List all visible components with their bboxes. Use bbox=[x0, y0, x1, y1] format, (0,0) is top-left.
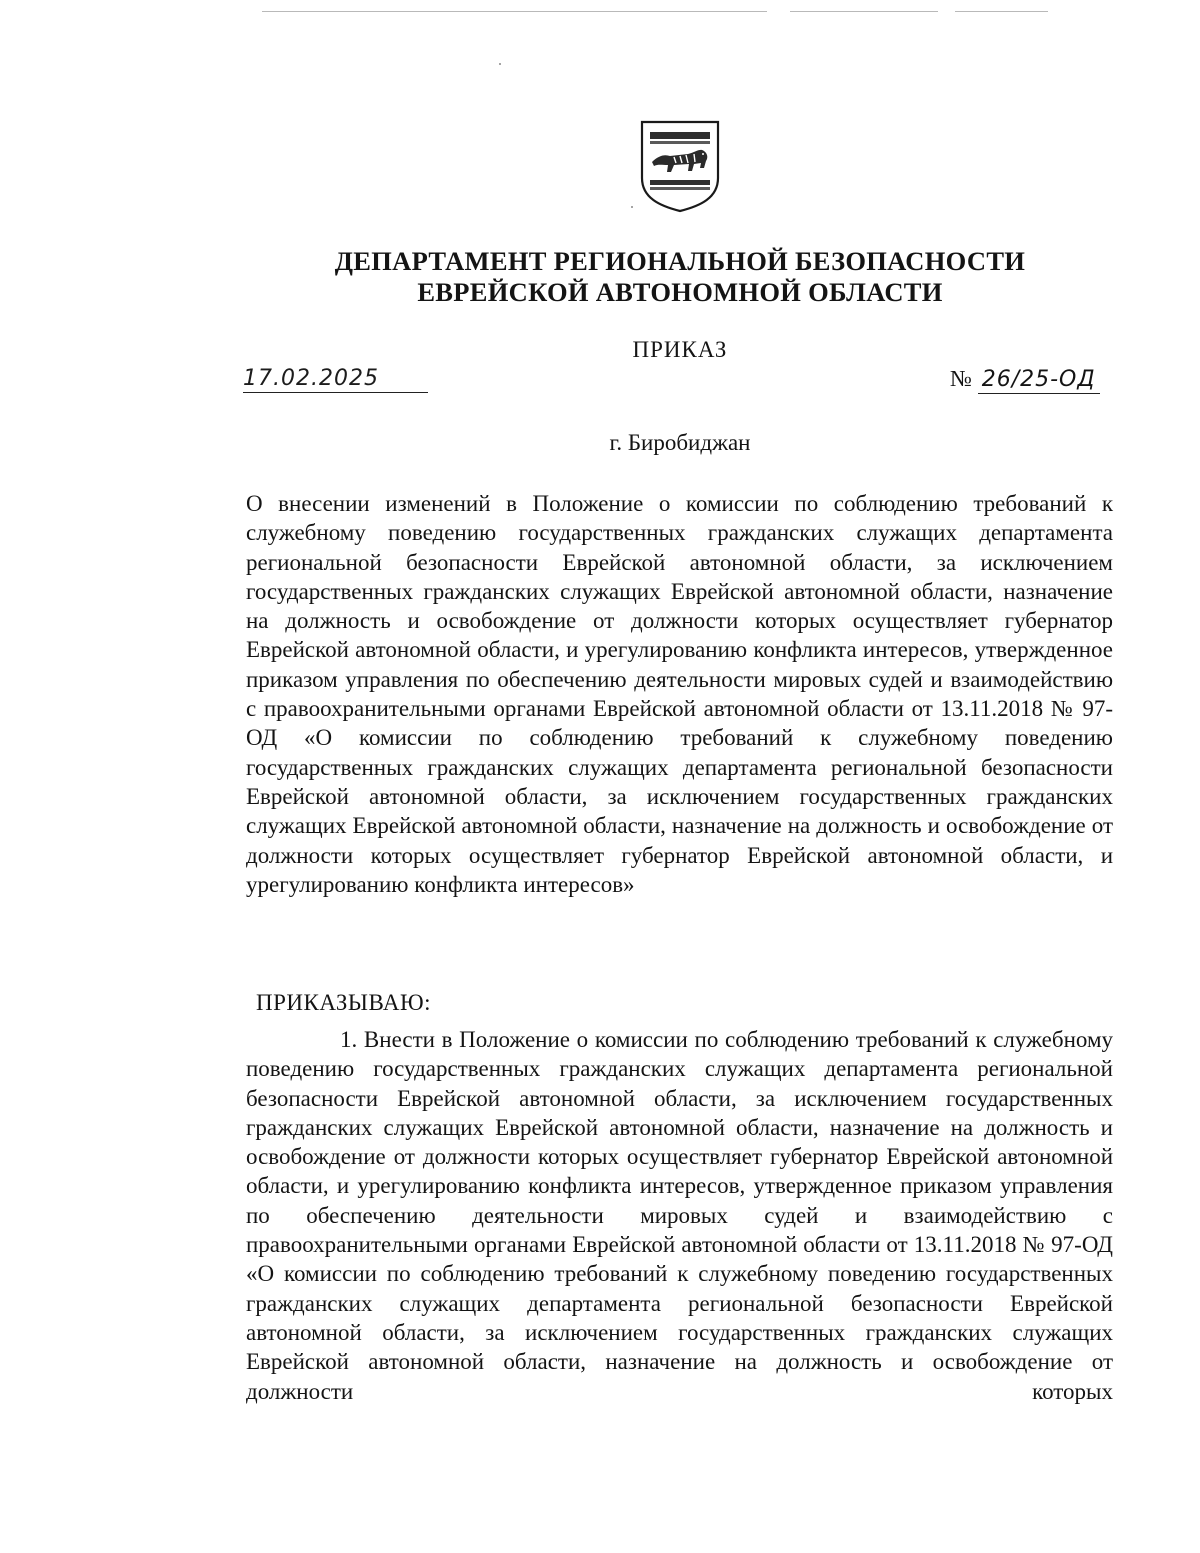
coat-of-arms-icon bbox=[638, 118, 722, 214]
order-number bbox=[950, 366, 1100, 394]
department-name-line1: ДЕПАРТАМЕНТ РЕГИОНАЛЬНОЙ БЕЗОПАСНОСТИ bbox=[334, 246, 1026, 276]
scan-artifact-line bbox=[262, 11, 767, 12]
city-line: г. Биробиджан bbox=[609, 430, 751, 455]
order-item-1: 1. Внести в Положение о комиссии по соблюдению требований к служебному поведению государственных гражданских служащих департамента региональной безопасности Еврейской автономной области, за исключением государственных гражданских служащих Еврейской автономной области, назначение на должность и освобождение от должности которых осуществляет губернатор Еврейской автономной области, и урегулированию конфликта интересов, утвержденное приказом управления по обеспечению деятельности мировых судей и взаимодействию с правоохранительными органами Еврейской автономной области от 13.11.2018 № 97-ОД «О комиссии по соблюдению требований к служебному поведению государственных гражданских служащих департамента региональной безопасности Еврейской автономной области, за исключением государственных гражданских служащих Еврейской автономной области, назначение на должность и освобождение от должности которых bbox=[246, 1027, 1113, 1404]
order-subject: О внесении изменений в Положение о комиссии по соблюдению требований к служебному поведению государственных гражданских служащих департамента региональной безопасности Еврейской автономной области, за исключением государственных гражданских служащих Еврейской автономной области, назначение на должность и освобождение от должности которых осуществляет губернатор Еврейской автономной области, и урегулированию конфликта интересов, утвержденное приказом управления по обеспечению деятельности мировых судей и взаимодействию с правоохранительными органами Еврейской автономной области от 13.11.2018 № 97-ОД «О комиссии по соблюдению требований к служебному поведению государственных гражданских служащих департамента региональной безопасности Еврейской автономной области, за исключением государственных гражданских служащих Еврейской автономной области, назначение на должность и освобождение от должности которых осуществляет губернатор Еврейской автономной области, и урегулированию конфликта интересов» bbox=[246, 491, 1113, 897]
document-type: ПРИКАЗ bbox=[632, 337, 728, 362]
department-name-line2: ЕВРЕЙСКОЙ АВТОНОМНОЙ ОБЛАСТИ bbox=[417, 277, 943, 307]
order-date-handwritten: 17.02.2025 bbox=[243, 366, 428, 393]
number-sign: № bbox=[950, 366, 972, 391]
scan-artifact-line bbox=[790, 11, 938, 12]
order-command-word: ПРИКАЗЫВАЮ: bbox=[256, 990, 432, 1015]
scan-speck bbox=[631, 206, 633, 208]
scan-speck bbox=[499, 63, 501, 65]
order-number-handwritten: 26/25-ОД bbox=[978, 367, 1100, 394]
scan-artifact-line bbox=[955, 11, 1048, 12]
